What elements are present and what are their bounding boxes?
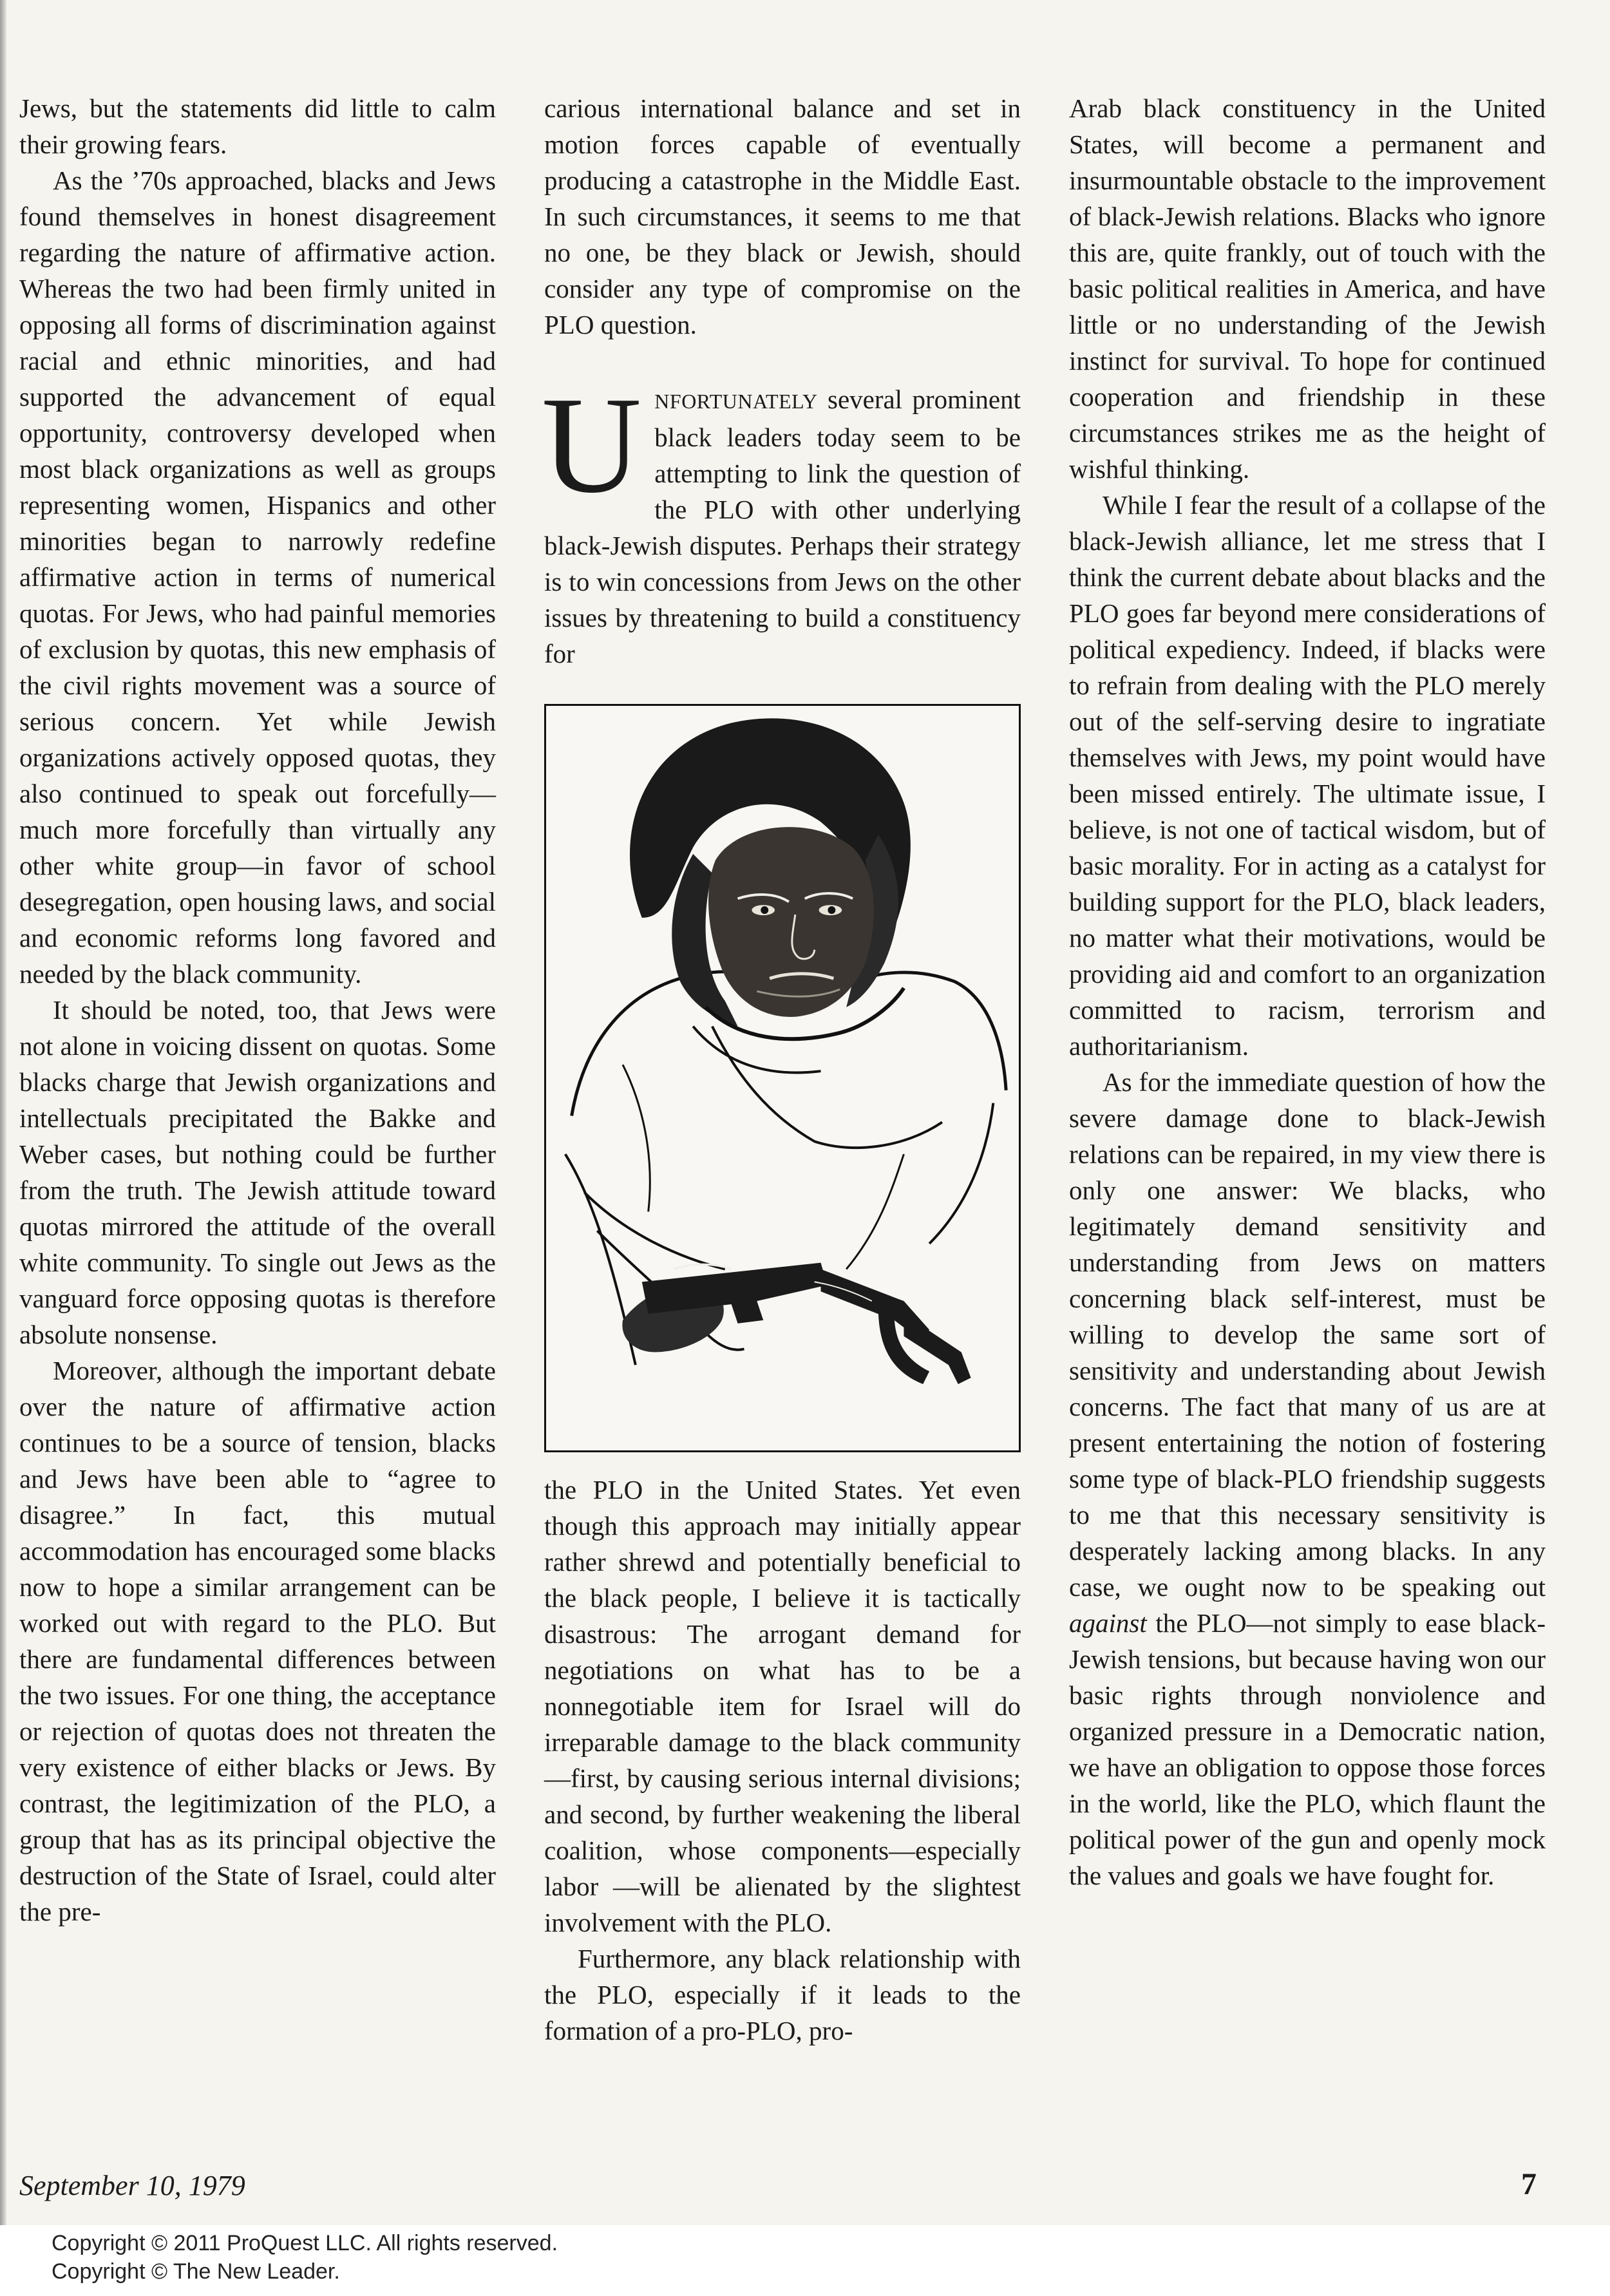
copyright-line-1: Copyright © 2011 ProQuest LLC. All rights reserved. — [52, 2231, 558, 2255]
paragraph-text: the PLO—not simply to ease black-Jewish tensions, but because having won our basic rights through nonviolence and organized pressure in a Democratic nation, we have an obligation to oppose those forces in the world, like the PLO, which flaunt the political power of the gun and openly mock the values and goals we have fought for. — [1069, 1608, 1546, 1890]
paragraph: carious international balance and set in motion forces capable of eventually producing a catastrophe in the Middle East. In such circumstances, it seems to me that no one, be they black or Jewish, should consider any type of compromise on the PLO question. — [544, 93, 1021, 339]
paragraph-with-emphasis — [1069, 1064, 1546, 1893]
small-caps-lead: NFORTUNATELY — [654, 390, 818, 413]
article-column-1 — [19, 90, 496, 1930]
paragraph: As the ’70s approached, blacks and Jews found themselves in honest disagreement regarding the nature of affirmative action. Whereas the two had been firmly united in opposing all forms of discrimination against racial and ethnic minorities, and had supported the advancement of equal opportunity, controversy developed when most black organizations as well as groups representing women, Hispanics and other minorities began to narrowly redefine affirmative action in terms of numerical quotas. For Jews, who had painful memories of exclusion by quotas, this new emphasis of the civil rights movement was a source of serious concern. Yet while Jewish organizations actively opposed quotas, they also continued to speak out forcefully—much more forcefully than virtually any other white group—in favor of school desegregation, open housing laws, and social and economic reforms long favored and needed by the black community. — [19, 166, 496, 989]
paragraph: While I fear the result of a collapse of the black-Jewish alliance, let me stress that I think the current debate about blacks and the PLO goes far beyond mere considerations of political expediency. Indeed, if blacks were to refrain from dealing with the PLO merely out of the self-serving desire to ingratiate themselves with Jews, my point would have been missed entirely. The ultimate issue, I believe, is not one of tactical wisdom, but of basic morality. For in acting as a catalyst for building support for the PLO, black leaders, no matter what their motivations, would be providing aid and comfort to an organization committed to racism, terrorism and authoritarianism. — [1069, 490, 1546, 1061]
copyright-line-2: Copyright © The New Leader. — [52, 2259, 340, 2284]
footer-date: September 10, 1979 — [19, 2170, 245, 2201]
paragraph-text: As for the immediate question of how the severe damage done to black-Jewish relations can be repaired, in my view there is only one answer: We blacks, who legitimately demand sensitivity and understanding from Jews on matters concerning black self-interest, must be willing to develop the same sort of sensitivity and understanding about Jewish concerns. The fact that many of us are at present entertaining the notion of fostering some type of black-PLO friendship suggests to me that this necessary sensitivity is desperately lacking among blacks. In any case, we ought now to be speaking out — [1069, 1067, 1546, 1602]
paragraph: It should be noted, too, that Jews were not alone in voicing dissent on quotas. Some blacks charge that Jewish organizations and intellectuals precipitated the Bakke and Weber cases, but nothing could be further from the truth. The Jewish attitude toward quotas mirrored the attitude of the overall white community. To single out Jews as the vanguard force opposing quotas is therefore absolute nonsense. — [19, 995, 496, 1349]
illustration-drawing — [546, 706, 1019, 1450]
paragraph-text: several prominent black leaders today seem to be attempting to link the question of the PLO with other underlying black-Jewish disputes. Perhaps their strategy is to win concessions from Jews on the other issues by threatening to build a constituency for — [544, 384, 1021, 669]
article-column-2 — [544, 90, 1021, 2049]
article-column-3 — [1069, 90, 1546, 1893]
paragraph: Moreover, although the important debate over the nature of affirmative action continues to be a source of tension, blacks and Jews have been able to “agree to disagree.” In fact, this mutual accommodation has encouraged some blacks now to hope a similar arrangement can be worked out with regard to the PLO. But there are fundamental differences between the two issues. For one thing, the acceptance or rejection of quotas does not threaten the very existence of either blacks or Jews. By contrast, the legitimization of the PLO, a group that has as its principal objective the destruction of the State of Israel, could alter the pre- — [19, 1356, 496, 1926]
page-number: 7 — [1521, 2167, 1537, 2201]
dropcap-paragraph — [542, 368, 1021, 672]
illustration-armed-figure — [544, 704, 1021, 1452]
paragraph: Jews, but the statements did little to calm their growing fears. — [19, 93, 496, 159]
drop-cap: U — [542, 368, 642, 522]
page-binding-edge — [0, 0, 6, 2296]
emphasis-text: against — [1069, 1608, 1147, 1638]
paragraph: Arab black constituency in the United States, will become a permanent and insurmountable obstacle to the improvement of black-Jewish relations. Blacks who ignore this are, quite frankly, out of touch with the basic political realities in America, and have little or no understanding of the Jewish instinct for survival. To hope for continued cooperation and friendship in these circumstances strikes me as the height of wishful thinking. — [1069, 93, 1546, 484]
paragraph: the PLO in the United States. Yet even though this approach may initially appear rather shrewd and potentially beneficial to the black people, I believe it is tactically disastrous: The arrogant demand for negotiations on what has to be a nonnegotiable item for Israel will do irreparable damage to the black community—first, by causing serious internal divisions; and second, by further weakening the liberal coalition, whose components—especially labor —will be alienated by the slightest involvement with the PLO. — [544, 1475, 1021, 1937]
paragraph: Furthermore, any black relationship with the PLO, especially if it leads to the formation of a pro-PLO, pro- — [544, 1944, 1021, 2045]
